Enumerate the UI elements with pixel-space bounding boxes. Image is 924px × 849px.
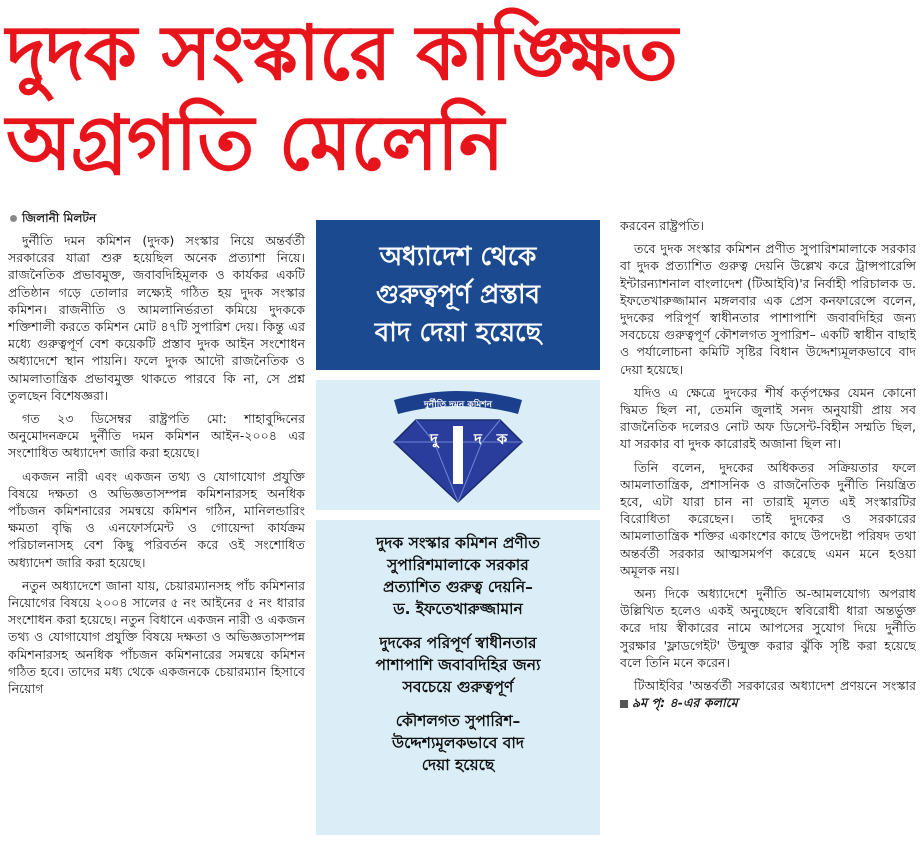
quote-line: উদ্দেশ্যমূলকভাবে বাদ xyxy=(392,734,524,752)
paragraph: তিনি বলেন, দুদকের অধিকতর সক্রিয়তার ফলে আমলাতান্ত্রিক, প্রশাসনিক ও রাজনৈতিক দুর্নীতি নিয়ন্ত্রিত হবে, এটা যারা চান না তারাই মূলত এই সংস্কারটির বিরোধিতা করেছেন। তাই দুদকের ও সরকারের আমলাতান্ত্রিক শক্তির একাংশের কাছে উপদেষ্টা পরিষদ তথা অন্তর্বর্তী সরকার আত্মসমর্পণ করেছে এমন মনে হওয়া অমূলক নয়। xyxy=(620,459,916,578)
paragraph: গত ২৩ ডিসেম্বর রাষ্ট্রপতি মো: শাহাবুদ্দিনের অনুমোদনক্রমে দুর্নীতি দমন কমিশন আইন-২০০৪ এর সংশোধিত অধ্যাদেশ জারি করা হয়েছে। xyxy=(8,411,305,461)
acc-logo-panel xyxy=(316,380,600,510)
author-name: জিলানী মিলটন xyxy=(22,211,97,225)
callout-line-1: অধ্যাদেশ থেকে xyxy=(379,242,537,272)
paragraph-with-jump xyxy=(620,677,916,711)
quote-2 xyxy=(324,632,592,698)
paragraph: করবেন রাষ্ট্রপতি। xyxy=(620,218,705,233)
article-column-1 xyxy=(8,232,305,844)
paragraph: দুর্নীতি দমন কমিশন (দুদক) সংস্কার নিয়ে অন্তর্বর্তী সরকারের যাত্রা শুরু হয়েছিল অনেক প্রত্যাশা নিয়ে। রাজনৈতিক প্রভাবমুক্ত, জবাবদিহিমূলক ও কার্যকর একটি প্রতিষ্ঠান গড়ে তোলার লক্ষ্যেই গঠিত হয় দুদক সংস্কার কমিশন। রাজনীতি ও আমলানির্ভরতা কমিয়ে দুদককে শক্তিশালী করতে কমিশন মোট ৪৭টি সুপারিশ দেয়। কিন্তু এর মধ্যে গুরুত্বপূর্ণ বেশ কয়েকটি প্রস্তাব দুদক আইন সংশোধন অধ্যাদেশে স্থান পায়নি। ফলে দুদক আদৌ রাজনৈতিক ও আমলাতান্ত্রিক প্রভাবমুক্ত থাকতে পারবে কি না, সে প্রশ্ন তুলছেন বিশেষজ্ঞরা। xyxy=(8,233,305,403)
callout-line-3: বাদ দেয়া হয়েছে xyxy=(374,318,542,348)
last-paragraph: টিআইবির 'অন্তর্বর্তী সরকারের অধ্যাদেশ প্রণয়নে সংস্কার xyxy=(634,678,916,694)
acc-logo xyxy=(316,380,600,510)
quote-panel xyxy=(316,520,600,835)
paragraph: যদিও এ ক্ষেত্রে দুদকের শীর্ষ কর্তৃপক্ষের যেমন কোনো দ্বিমত ছিল না, তেমনি জুলাই সনদ অনুযায়ী প্রায় সব রাজনৈতিক দলেরও নোট অফ ডিসেন্ট-বিহীন সম্মতি ছিল, যা সরকার বা দুদক কারোরই অজানা ছিল না। xyxy=(620,384,916,452)
quote-line: সবচেয়ে গুরুত্বপূর্ণ xyxy=(402,678,514,696)
byline xyxy=(10,210,96,230)
callout-box xyxy=(316,220,600,370)
square-icon xyxy=(620,700,628,708)
paragraph: তবে দুদক সংস্কার কমিশন প্রণীত সুপারিশমালাকে সরকার বা দুদক প্রত্যাশিত গুরুত্ব দেয়নি উল্লেখ করে ট্রান্সপারেন্সি ইন্টারন্যাশনাল বাংলাদেশ (টিআইবি)'র নির্বাহী পরিচালক ড. ইফতেখারুজ্জামান মঙ্গলবার এক প্রেস কনফারেন্সে বলেন, দুদকের পরিপূর্ণ স্বাধীনতার পাশাপাশি জবাবদিহির জন্য সবচেয়ে গুরুত্বপূর্ণ কৌশলগত সুপারিশ– একটি স্বাধীন বাছাই ও পর্যালোচনা কমিটি সৃষ্টির বিধান উদ্দেশ্যমূলকভাবে বাদ দেয়া হয়েছে। xyxy=(620,241,916,377)
bullet-icon xyxy=(10,215,17,222)
quote-line: সুপারিশমালাকে সরকার xyxy=(387,556,529,574)
logo-letter-far: ক xyxy=(496,430,508,448)
quote-3 xyxy=(324,710,592,776)
headline-line-2: অগ্রগতি মেলেনি xyxy=(6,98,504,187)
logo-ribbon-text: দুর্নীতি দমন কমিশন xyxy=(424,400,492,410)
logo-letter-left: দু xyxy=(430,430,438,448)
jump-text: ৯ম পৃ: ৪-এর কলামে xyxy=(632,695,738,711)
quote-1 xyxy=(324,532,592,620)
quote-line: দুদক সংস্কার কমিশন প্রণীত xyxy=(376,534,540,552)
quote-line: দুদকের পরিপূর্ণ স্বাধীনতার xyxy=(379,634,537,652)
callout-line-2: গুরুত্বপূর্ণ প্রস্তাব xyxy=(375,280,541,310)
paragraph: অন্য দিকে অধ্যাদেশে দুর্নীতি অ-আমলযোগ্য অপরাধ উল্লিখিত হলেও একই অনুচ্ছেদে স্ববিরোধী ধারা অন্তর্ভুক্ত করে দায় স্বীকারের নামে আপসের সুযোগ দিয়ে দুর্নীতি সুরক্ষার 'ফ্লাডগেইট' উন্মুক্ত করার ঝুঁকি সৃষ্টি করা হয়েছে বলে তিনি মনে করেন। xyxy=(620,586,916,670)
headline xyxy=(6,8,916,188)
headline-line-1: দুদক সংস্কারে কাঙ্ক্ষিত xyxy=(6,8,677,97)
quote-line: পাশাপাশি জবাবদিহির জন্য xyxy=(375,656,541,674)
paragraph: একজন নারী এবং একজন তথ্য ও যোগাযোগ প্রযুক্তি বিষয়ে দক্ষতা ও অভিজ্ঞতাসম্পন্ন কমিশনারসহ অনধিক পাঁচজন কমিশনারের সমন্বয়ে কমিশন গঠিন, মানিলন্ডারিং ক্ষমতা বৃদ্ধি ও এনফোর্সমেন্ট ও গোয়েন্দা কার্যক্রম পরিচালনাসহ বেশ কিছু পরিবর্তন করে ওই সংশোধিত অধ্যাদেশ জারি করা হয়েছে। xyxy=(8,468,305,570)
article-column-3 xyxy=(620,217,916,837)
quote-line: কৌশলগত সুপারিশ– xyxy=(395,712,521,730)
continued-jump[interactable] xyxy=(620,695,738,710)
quote-line: ড. ইফতেখারুজ্জামান xyxy=(393,600,523,618)
logo-letter-right: দ xyxy=(474,430,482,448)
logo-pen-bar xyxy=(453,426,463,484)
paragraph: নতুন অধ্যাদেশে জানা যায়, চেয়ারম্যানসহ পাঁচ কমিশনার নিয়োগের বিষয়ে ২০০৪ সালের ৫ নং আইনের ৫ নং ধারার সংশোধন করা হয়েছে। নতুন বিধানে একজন নারী ও একজন তথ্য ও যোগাযোগ প্রযুক্তি বিষয়ে দক্ষতা ও অভিজ্ঞতাসম্পন্ন কমিশনারসহ অনধিক পাঁচজন কমিশনারের সমন্বয়ে কমিশন গঠিত হবে। তাদের মধ্য থেকে একজনকে চেয়ারম্যান হিসাবে নিয়োগ xyxy=(8,577,305,697)
quote-line: দেয়া হয়েছে xyxy=(421,756,495,774)
quote-line: প্রত্যাশিত গুরুত্ব দেয়নি– xyxy=(383,578,533,596)
